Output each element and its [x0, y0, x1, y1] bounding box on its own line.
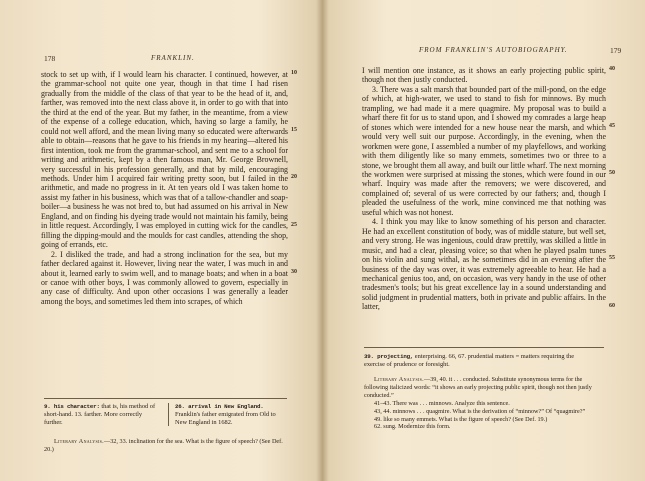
- page-number: 178: [44, 54, 56, 63]
- line-number: 30: [291, 269, 297, 275]
- footnote: [44, 403, 168, 426]
- footnote-rule: [364, 347, 604, 348]
- line-numbers: [609, 66, 623, 326]
- paragraph: 3. There was a salt marsh that bounded part of the mill-pond, on the edge of which, at high-water, we used to stand to fish for minnows. By much trampling, we had made it a mere quagmire. My proposal was to build a wharf there fit for us to stand upon, and I showed my comrades a large heap of stones which were intended for a new house near the marsh, and which would very well suit our purpose. Accordingly, in the evening, when the workmen were gone, I assembled a number of my playfellows, and working with them diligently like so many emmets, sometimes two or three to a stone, we brought them all away, and built our little wharf. The next morning the workmen were surprised at missing the stones, which were found in our wharf. Inquiry was made after the removers; we were discovered, and complained of; several of us were corrected by our fathers; and, though I pleaded the usefulness of the work, mine convinced me that nothing was useful which was not honest.: [362, 84, 606, 217]
- line-number: 55: [609, 255, 615, 261]
- footnote: [364, 353, 600, 369]
- line-number: 25: [291, 222, 297, 228]
- footnote-term: 39. projecting,: [364, 353, 414, 360]
- analysis-line: 62. sung. Modernize this form.: [374, 423, 451, 431]
- footnote-rule: [44, 398, 287, 399]
- footnotes: [44, 403, 289, 426]
- paragraph: stock to set up with, if I would learn his character. I continued, however, at the grammar-school not quite one year, though in that time I had risen gradually from the middle of the class of that year to be the head of it, and, farther, was removed into the next class above it, in order to go with that into the third at the end of the year. But my father, in the meantime, from a view of the expense of a college education, which, having so large a family, he could not well afford, and the mean living many so educated were afterwards able to obtain—reasons that he gave to his friends in my hearing—altered his first intention, took me from the grammar-school, and sent me to a school for writing and arithmetic, kept by a then famous man, Mr. George Brownell, very successful in his profession generally, and that by mild, encouraging methods. Under him I acquired fair writing pretty soon, but I failed in the arithmetic, and made no progress in it. At ten years old I was taken home to assist my father in his business, which was that of a tallow-chandler and soap-boiler—a business he was not bred to, but had assumed on his arrival in New England, and on finding his dyeing trade would not maintain his family, being in little request. Accordingly, I was employed in cutting wick for the candles, filling the dipping-mould and the moulds for cast candles, attending the shop, going of errands, etc.: [41, 70, 288, 250]
- footnotes: [364, 353, 606, 369]
- line-number: 45: [609, 123, 615, 129]
- footnote-text: enterprising. 66, 67. prudential matters = matters requiring the exercise of prudence or foresight.: [364, 353, 575, 368]
- analysis-label: Literary Analysis.: [54, 438, 105, 445]
- body-text: [362, 66, 606, 312]
- analysis-line: 49. like so many emmets. What is the figure of speech? (See Def. 19.): [374, 415, 548, 423]
- line-number: 50: [609, 170, 615, 176]
- line-number: 15: [291, 127, 297, 133]
- literary-analysis: [44, 438, 288, 454]
- footnote-text: Franklin's father emigrated from Old to New England in 1682.: [175, 410, 276, 426]
- analysis-text: —32, 33. inclination for the sea. What is the figure of speech? (See Def. 20.): [44, 438, 283, 453]
- analysis-text: —39, 40. it . . . conducted. Substitute synonymous terms for the following italicized words: “it shows an early projecting public spirit, though not then justly conducted.”: [364, 376, 592, 399]
- line-numbers: [291, 70, 305, 350]
- literary-analysis: [364, 376, 605, 431]
- analysis-line: 43, 44. minnows . . . quagmire. What is the derivation of “minnow?” Of “quagmire?”: [374, 407, 586, 415]
- paragraph: 2. I disliked the trade, and had a strong inclination for the sea, but my father declared against it. However, living near the water, I was much in and about it, learned early to swim well, and to manage boats; and when in a boat or canoe with other boys, I was commonly allowed to govern, especially in any case of difficulty. And upon other occasions I was generally a leader among the boys, and sometimes led them into scrapes, of which: [41, 249, 288, 306]
- analysis-label: Literary Analysis.: [374, 376, 425, 383]
- running-head: FROM FRANKLIN'S AUTOBIOGRAPHY.: [419, 46, 568, 54]
- footnote-text: that is, his method of short-hand. 13. farther. More correctly further.: [44, 403, 156, 426]
- analysis-line: 41–43. There was . . . minnows. Analyze this sentence.: [374, 399, 510, 407]
- line-number: 40: [609, 66, 615, 72]
- footnote: [168, 403, 287, 426]
- footnote-term: 9. his character:: [44, 403, 100, 410]
- line-number: 60: [609, 303, 615, 309]
- line-number: 10: [291, 70, 297, 76]
- paragraph: 4. I think you may like to know something of his person and character. He had an excellent constitution of body, was of middle stature, but well set, and very strong. He was ingenious, could draw prettily, was skilled a little in music, and had a clear, pleasing voice; so that when he played psalm tunes on his violin and sung withal, as he sometimes did in an evening after the business of the day was over, it was extremely agreeable to hear. He had a mechanical genius too, and, on occasion, was very handy in the use of other tradesmen's tools; but his great excellence lay in a sound understanding and solid judgment in prudential matters, both in private and public affairs. In the latter,: [362, 217, 606, 312]
- footnote-term: 26. arrival in New England.: [175, 403, 264, 410]
- body-text: [41, 70, 288, 306]
- paragraph: I will mention one instance, as it shows an early projecting public spirit, though not then justly conducted.: [362, 66, 606, 85]
- running-head: FRANKLIN.: [151, 54, 195, 62]
- page-number: 179: [610, 46, 622, 55]
- right-page: [323, 0, 645, 481]
- line-number: 20: [291, 174, 297, 180]
